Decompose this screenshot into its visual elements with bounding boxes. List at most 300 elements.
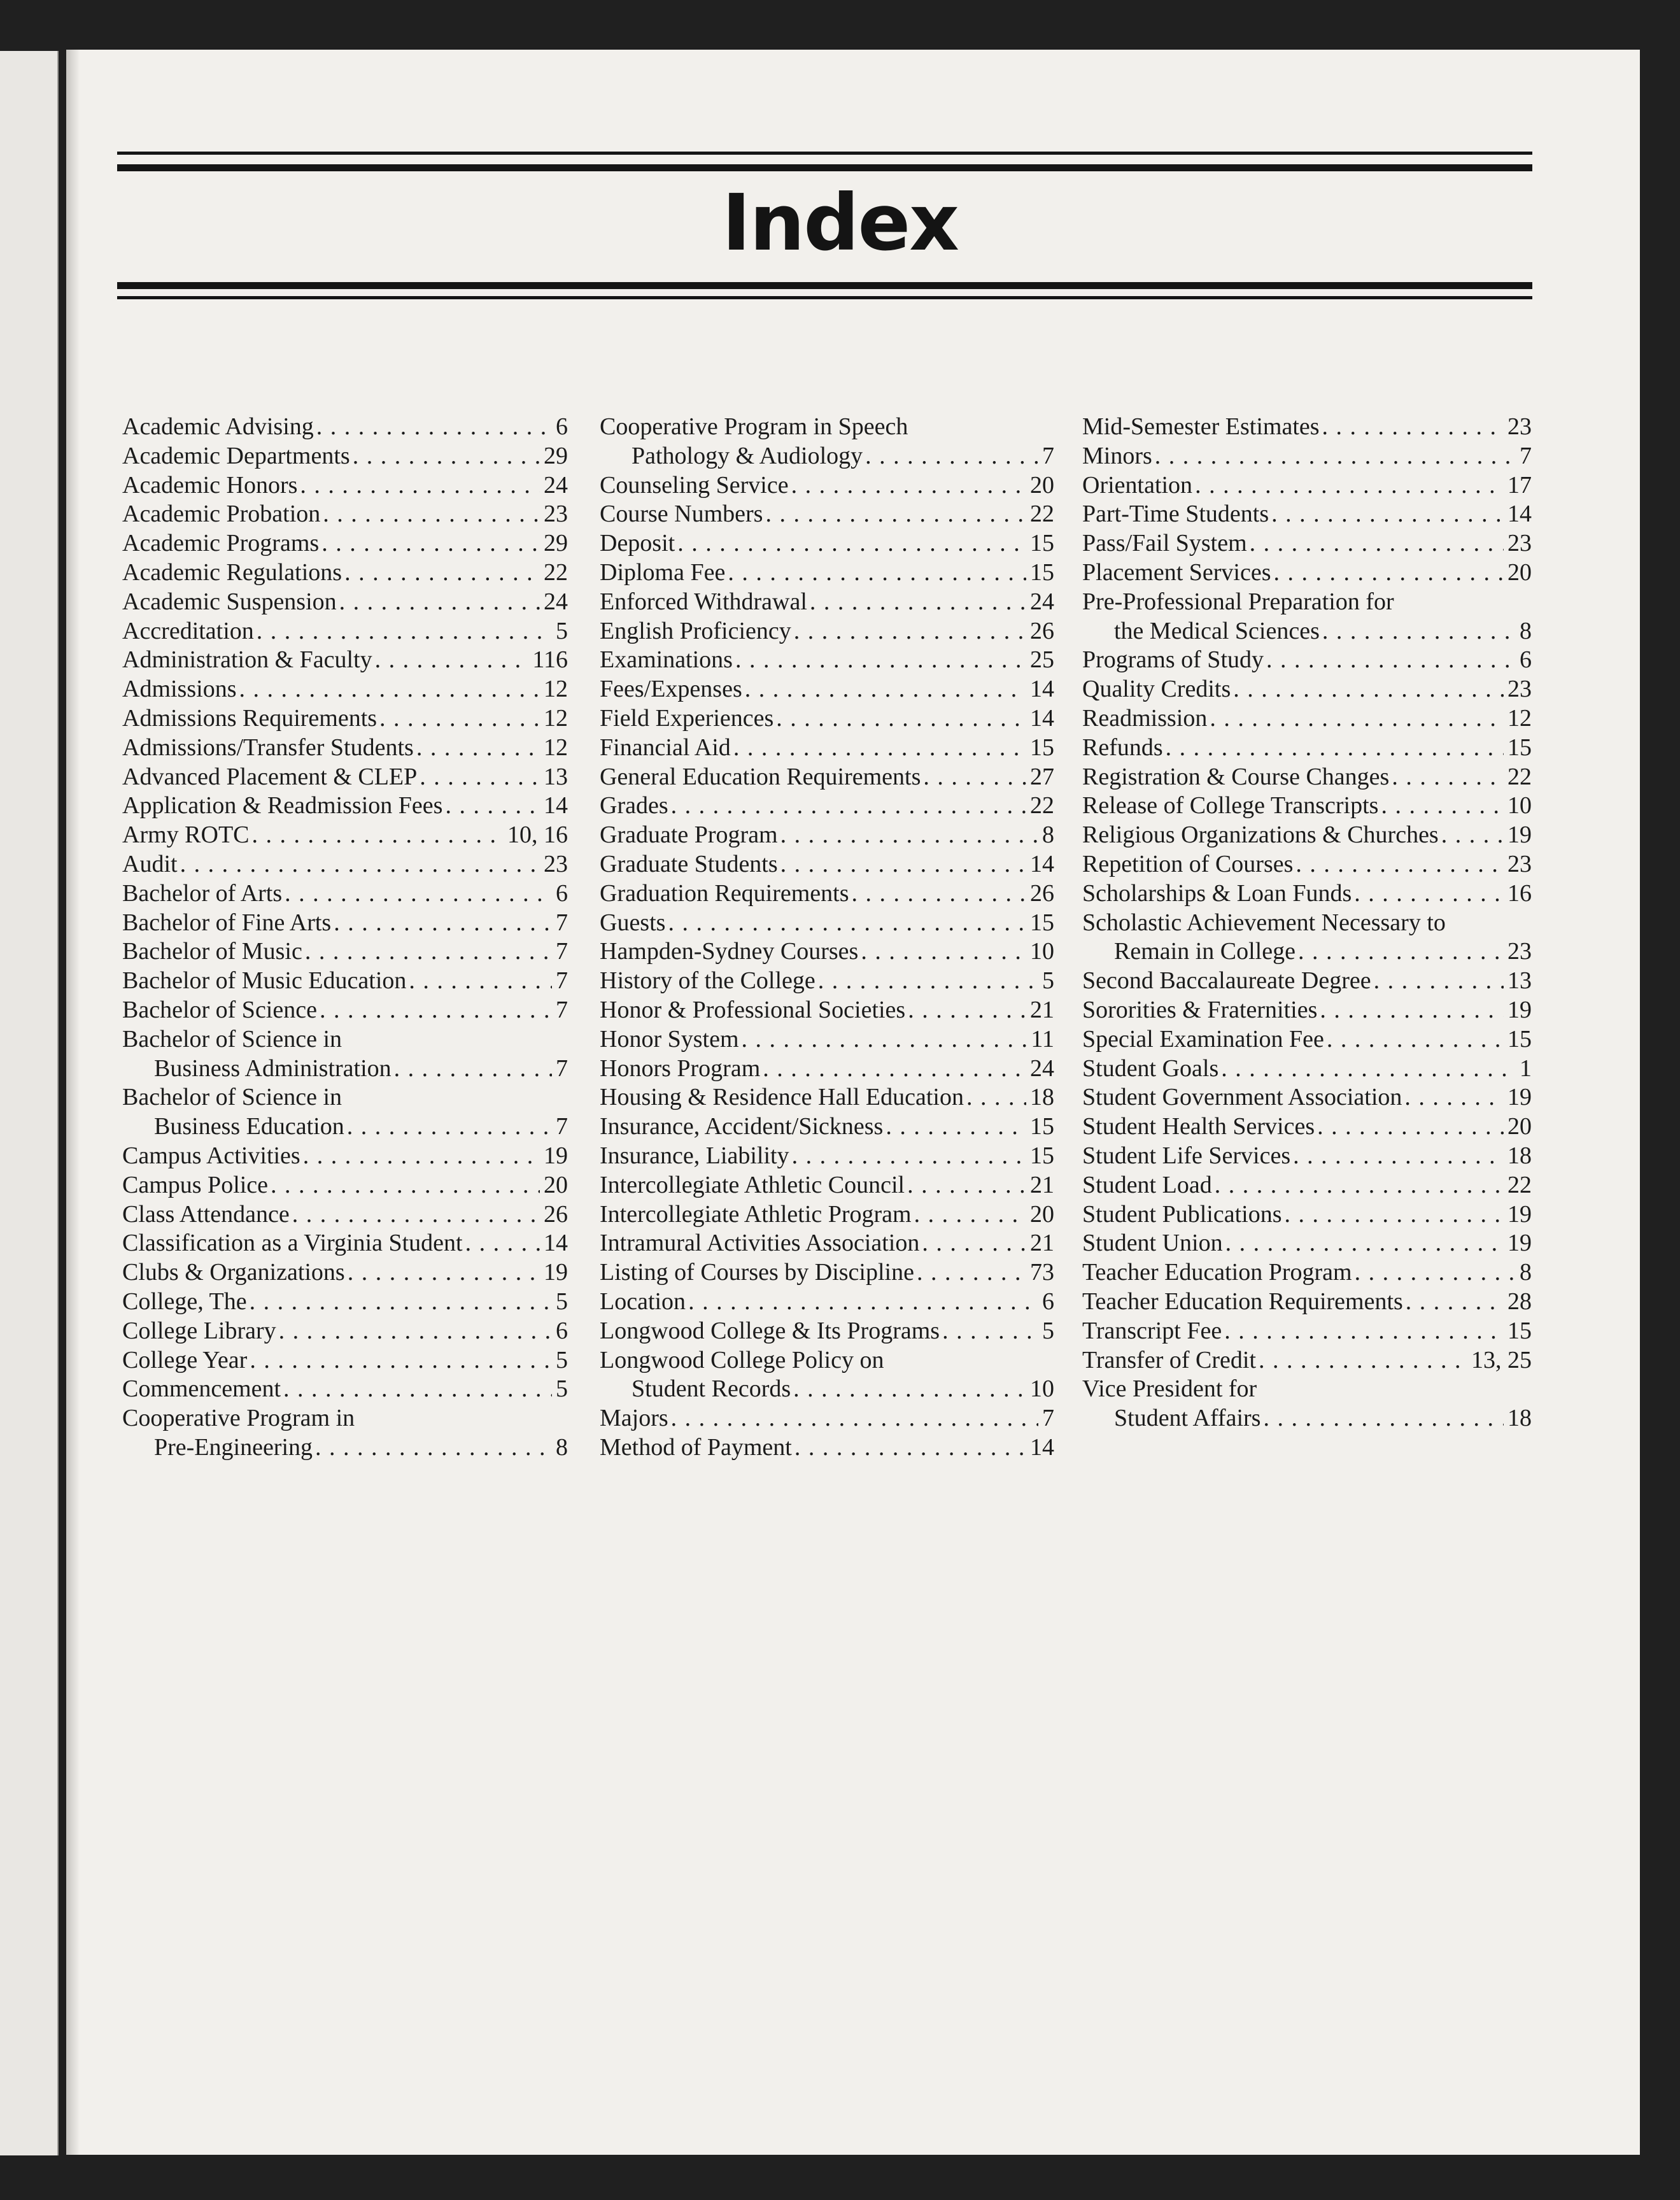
- index-term: Student Records: [632, 1375, 791, 1403]
- index-entry: [600, 791, 1054, 821]
- dot-leader: [344, 558, 540, 588]
- index-page-number: 15: [1507, 734, 1532, 761]
- index-page-number: 19: [1507, 1230, 1532, 1257]
- index-term: Graduate Program: [600, 821, 778, 849]
- index-page-number: 21: [1030, 1171, 1054, 1198]
- dot-leader: [1259, 1346, 1467, 1375]
- index-term: Field Experiences: [600, 704, 774, 732]
- dot-leader: [305, 937, 552, 967]
- index-term: Academic Suspension: [122, 588, 337, 615]
- index-page-number: 15: [1507, 1317, 1532, 1344]
- index-term: Bachelor of Music Education: [122, 967, 407, 995]
- index-term: Cooperative Program in Speech: [600, 413, 908, 440]
- index-page-number: 6: [556, 879, 568, 907]
- dot-leader: [1354, 879, 1504, 909]
- dot-leader: [1195, 471, 1504, 500]
- dot-leader: [292, 1200, 540, 1230]
- index-term: Registration & Course Changes: [1082, 763, 1390, 790]
- index-page-number: 10: [1030, 938, 1054, 965]
- index-entry: [600, 1112, 1054, 1142]
- index-entry: [600, 1433, 1054, 1463]
- index-term: Sororities & Fraternities: [1082, 996, 1318, 1023]
- index-term: College Year: [122, 1346, 248, 1373]
- dot-leader: [320, 996, 552, 1025]
- dot-leader: [316, 413, 552, 442]
- dot-leader: [1215, 1171, 1504, 1200]
- dot-leader: [445, 791, 540, 821]
- index-column-2: [600, 413, 1054, 1463]
- dot-leader: [1441, 821, 1504, 850]
- index-page-number: 20: [1507, 558, 1532, 586]
- index-term: Intramural Activities Association: [600, 1230, 920, 1257]
- dot-leader: [1225, 1229, 1504, 1258]
- index-entry: [1082, 1317, 1532, 1346]
- index-term: Cooperative Program in: [122, 1405, 355, 1432]
- index-entry: [122, 967, 568, 996]
- index-entry: [600, 588, 1054, 617]
- index-term: Second Baccalaureate Degree: [1082, 967, 1371, 995]
- index-page-number: 26: [1030, 617, 1054, 644]
- index-entry: [122, 588, 568, 617]
- index-entry: [1082, 471, 1532, 500]
- index-entry: [1082, 1200, 1532, 1230]
- dot-leader: [671, 1404, 1038, 1433]
- dot-leader: [917, 1258, 1026, 1288]
- index-term: Bachelor of Science: [122, 996, 317, 1023]
- dot-leader: [923, 763, 1026, 792]
- index-page-number: 23: [1507, 413, 1532, 440]
- index-entry: [1082, 704, 1532, 734]
- dot-leader: [379, 704, 540, 734]
- index-page-number: 14: [544, 1230, 568, 1257]
- index-term: the Medical Sciences: [1114, 617, 1320, 644]
- index-entry: [600, 763, 1054, 792]
- index-entry: [122, 734, 568, 763]
- dot-leader: [914, 1200, 1026, 1230]
- index-column-3: [1082, 413, 1532, 1433]
- dot-leader: [671, 791, 1026, 821]
- index-entry: [600, 646, 1054, 675]
- dot-leader: [1381, 791, 1504, 821]
- index-entry: [1082, 850, 1532, 879]
- index-page-number: 29: [544, 530, 568, 557]
- dot-leader: [1327, 1025, 1504, 1054]
- index-page-number: 8: [556, 1433, 568, 1461]
- index-term: Mid-Semester Estimates: [1082, 413, 1320, 440]
- index-term: Teacher Education Requirements: [1082, 1288, 1403, 1315]
- dot-leader: [791, 471, 1026, 500]
- index-term: Admissions: [122, 676, 237, 703]
- index-entry: [1082, 588, 1532, 617]
- index-page-number: 14: [1030, 1433, 1054, 1461]
- index-entry: [600, 529, 1054, 558]
- dot-leader: [763, 1054, 1026, 1084]
- index-term: Scholarships & Loan Funds: [1082, 879, 1352, 907]
- index-term: Listing of Courses by Discipline: [600, 1259, 914, 1286]
- dot-leader: [793, 1375, 1026, 1404]
- top-rule-thin: [117, 152, 1532, 155]
- index-page-number: 5: [556, 1375, 568, 1403]
- index-page-number: 23: [544, 850, 568, 877]
- index-entry: [122, 1142, 568, 1171]
- index-term: Housing & Residence Hall Education: [600, 1084, 964, 1111]
- dot-leader: [1298, 937, 1504, 967]
- index-entry: [600, 821, 1054, 850]
- index-entry: [122, 1433, 568, 1463]
- index-term: Transfer of Credit: [1082, 1346, 1256, 1373]
- index-page-number: 14: [1507, 500, 1532, 528]
- index-page-number: 18: [1507, 1405, 1532, 1432]
- index-entry: [1082, 1083, 1532, 1112]
- dot-leader: [283, 1375, 552, 1404]
- index-term: Hampden-Sydney Courses: [600, 938, 859, 965]
- index-page-number: 27: [1030, 763, 1054, 790]
- dot-leader: [792, 1142, 1026, 1171]
- index-term: Diploma Fee: [600, 558, 726, 586]
- index-column-1: [122, 413, 568, 1463]
- index-page-number: 25: [1030, 646, 1054, 674]
- dot-leader: [1221, 1054, 1516, 1084]
- bottom-rule-thick: [117, 282, 1532, 289]
- index-entry: [1082, 646, 1532, 675]
- index-term: Financial Aid: [600, 734, 731, 761]
- index-term: Academic Departments: [122, 442, 350, 469]
- index-term: Application & Readmission Fees: [122, 792, 443, 820]
- index-page-number: 1: [1520, 1054, 1532, 1082]
- index-page-number: 6: [556, 1317, 568, 1344]
- index-page-number: 15: [1030, 909, 1054, 936]
- index-entry: [600, 617, 1054, 646]
- dot-leader: [733, 734, 1026, 763]
- index-page-number: 22: [1030, 500, 1054, 528]
- index-term: Release of College Transcripts: [1082, 792, 1379, 820]
- index-entry: [122, 1025, 568, 1054]
- index-entry: [1082, 909, 1532, 938]
- bottom-rule-thin: [117, 296, 1532, 299]
- index-term: Religious Organizations & Churches: [1082, 821, 1439, 849]
- dot-leader: [765, 500, 1026, 529]
- index-entry: [1082, 1346, 1532, 1375]
- dot-leader: [922, 1229, 1026, 1258]
- dot-leader: [677, 529, 1026, 558]
- index-entry: [122, 1317, 568, 1346]
- index-entry: [122, 763, 568, 792]
- dot-leader: [776, 704, 1026, 734]
- index-page-number: 7: [1042, 442, 1054, 469]
- index-entry: [122, 500, 568, 529]
- previous-page-edge: [0, 51, 59, 2155]
- dot-leader: [1374, 967, 1504, 996]
- index-entry: [1082, 791, 1532, 821]
- index-entry: [1082, 500, 1532, 529]
- index-term: Advanced Placement & CLEP: [122, 763, 418, 790]
- dot-leader: [668, 909, 1026, 938]
- dot-leader: [1293, 1142, 1504, 1171]
- index-term: Transcript Fee: [1082, 1317, 1222, 1344]
- index-entry: [122, 646, 568, 675]
- index-entry: [122, 1404, 568, 1433]
- index-page-number: 24: [1030, 588, 1054, 615]
- index-page-number: 6: [556, 413, 568, 440]
- index-page-number: 14: [1030, 676, 1054, 703]
- index-entry: [600, 1200, 1054, 1230]
- index-term: Admissions Requirements: [122, 704, 378, 732]
- index-page-number: 14: [544, 792, 568, 820]
- index-term: Method of Payment: [600, 1433, 792, 1461]
- index-term: Honor & Professional Societies: [600, 996, 906, 1023]
- index-entry: [122, 1375, 568, 1404]
- index-entry: [600, 1054, 1054, 1084]
- index-page-number: 13: [544, 763, 568, 790]
- index-page-number: 7: [1042, 1405, 1054, 1432]
- dot-leader: [279, 1317, 552, 1346]
- dot-leader: [1285, 1200, 1504, 1230]
- index-page-number: 12: [544, 734, 568, 761]
- index-term: College Library: [122, 1317, 276, 1344]
- index-term: Quality Credits: [1082, 676, 1231, 703]
- dot-leader: [180, 850, 540, 879]
- index-entry: [1082, 1229, 1532, 1258]
- index-page-number: 23: [1507, 530, 1532, 557]
- dot-leader: [375, 646, 529, 675]
- index-term: Academic Advising: [122, 413, 314, 440]
- index-term: Intercollegiate Athletic Council: [600, 1171, 905, 1198]
- dot-leader: [1355, 1258, 1516, 1288]
- index-term: Course Numbers: [600, 500, 763, 528]
- index-entry: [600, 413, 1054, 442]
- index-term: Admissions/Transfer Students: [122, 734, 414, 761]
- index-page-number: 15: [1030, 1113, 1054, 1140]
- index-entry: [122, 675, 568, 704]
- index-page-number: 17: [1507, 471, 1532, 499]
- index-page-number: 7: [556, 1113, 568, 1140]
- index-term: Administration & Faculty: [122, 646, 372, 674]
- index-page-number: 26: [1030, 879, 1054, 907]
- index-term: Intercollegiate Athletic Program: [600, 1200, 912, 1228]
- index-page-number: 12: [1507, 704, 1532, 732]
- dot-leader: [1406, 1288, 1504, 1317]
- index-entry: [1082, 1258, 1532, 1288]
- index-entry: [1082, 442, 1532, 471]
- index-entry: [1082, 617, 1532, 646]
- index-page-number: 116: [532, 646, 568, 674]
- index-entry: [600, 850, 1054, 879]
- index-entry: [122, 442, 568, 471]
- dot-leader: [348, 1258, 540, 1288]
- index-page-number: 5: [556, 617, 568, 644]
- index-page-number: 19: [544, 1142, 568, 1169]
- index-term: Academic Honors: [122, 471, 298, 499]
- index-page-number: 16: [1507, 879, 1532, 907]
- index-term: Graduation Requirements: [600, 879, 849, 907]
- index-term: Student Union: [1082, 1230, 1223, 1257]
- index-term: Student Publications: [1082, 1200, 1282, 1228]
- index-page-number: 29: [544, 442, 568, 469]
- index-term: Pathology & Audiology: [632, 442, 863, 469]
- index-entry: [122, 1083, 568, 1112]
- index-page-number: 23: [1507, 938, 1532, 965]
- index-term: Enforced Withdrawal: [600, 588, 807, 615]
- index-page-number: 26: [544, 1200, 568, 1228]
- index-entry: [1082, 734, 1532, 763]
- dot-leader: [818, 967, 1038, 996]
- index-term: College, The: [122, 1288, 247, 1315]
- dot-leader: [409, 967, 552, 996]
- index-entry: [1082, 1288, 1532, 1317]
- dot-leader: [861, 937, 1026, 967]
- index-term: Bachelor of Music: [122, 938, 302, 965]
- dot-leader: [780, 821, 1038, 850]
- index-page-number: 5: [1042, 1317, 1054, 1344]
- index-term: General Education Requirements: [600, 763, 921, 790]
- index-term: Commencement: [122, 1375, 281, 1403]
- dot-leader: [1250, 529, 1504, 558]
- index-term: Vice President for: [1082, 1375, 1257, 1403]
- index-entry: [600, 937, 1054, 967]
- index-page-number: 7: [556, 909, 568, 936]
- dot-leader: [271, 1171, 540, 1200]
- index-term: Clubs & Organizations: [122, 1259, 345, 1286]
- index-page-number: 8: [1520, 1259, 1532, 1286]
- index-entry: [122, 529, 568, 558]
- index-term: Student Goals: [1082, 1054, 1219, 1082]
- index-term: Deposit: [600, 530, 675, 557]
- index-entry: [122, 850, 568, 879]
- index-page-number: 28: [1507, 1288, 1532, 1315]
- top-rule-thick: [117, 164, 1532, 171]
- index-page-number: 6: [1042, 1288, 1054, 1315]
- index-entry: [122, 704, 568, 734]
- index-entry: [600, 1317, 1054, 1346]
- dot-leader: [865, 442, 1038, 471]
- index-term: Bachelor of Science in: [122, 1084, 342, 1111]
- dot-leader: [347, 1112, 552, 1142]
- index-page-number: 13, 25: [1471, 1346, 1532, 1373]
- index-page-number: 23: [1507, 850, 1532, 877]
- index-term: Pre-Engineering: [154, 1433, 313, 1461]
- index-page-number: 22: [1507, 1171, 1532, 1198]
- index-entry: [600, 1258, 1054, 1288]
- dot-leader: [416, 734, 540, 763]
- dot-leader: [321, 529, 540, 558]
- dot-leader: [742, 1025, 1027, 1054]
- index-page-number: 14: [1030, 850, 1054, 877]
- index-entry: [1082, 763, 1532, 792]
- index-page-number: 15: [1030, 1142, 1054, 1169]
- index-page-number: 24: [1030, 1054, 1054, 1082]
- dot-leader: [942, 1317, 1038, 1346]
- index-page-number: 14: [1030, 704, 1054, 732]
- index-entry: [600, 442, 1054, 471]
- index-entry: [1082, 413, 1532, 442]
- index-term: Readmission: [1082, 704, 1208, 732]
- index-term: History of the College: [600, 967, 815, 995]
- dot-leader: [966, 1083, 1026, 1112]
- index-entry: [600, 675, 1054, 704]
- index-page-number: 24: [544, 471, 568, 499]
- index-term: Part-Time Students: [1082, 500, 1269, 528]
- dot-leader: [257, 617, 552, 646]
- dot-leader: [1320, 996, 1504, 1025]
- index-entry: [600, 879, 1054, 909]
- dot-leader: [353, 442, 540, 471]
- index-entry: [600, 1229, 1054, 1258]
- dot-leader: [728, 558, 1026, 588]
- index-page-number: 19: [1507, 1200, 1532, 1228]
- dot-leader: [1322, 413, 1504, 442]
- index-term: Honors Program: [600, 1054, 761, 1082]
- dot-leader: [735, 646, 1026, 675]
- index-page-number: 13: [1507, 967, 1532, 995]
- dot-leader: [250, 1346, 552, 1375]
- index-term: Remain in College: [1114, 938, 1295, 965]
- dot-leader: [315, 1433, 552, 1463]
- index-entry: [600, 1375, 1054, 1404]
- index-page-number: 8: [1520, 617, 1532, 644]
- dot-leader: [810, 588, 1026, 617]
- index-page-number: 10: [1030, 1375, 1054, 1403]
- index-term: Location: [600, 1288, 686, 1315]
- index-page-number: 7: [556, 967, 568, 995]
- dot-leader: [465, 1229, 540, 1258]
- dot-leader: [745, 675, 1026, 704]
- index-entry: [122, 558, 568, 588]
- dot-leader: [1392, 763, 1504, 792]
- index-term: Programs of Study: [1082, 646, 1264, 674]
- dot-leader: [394, 1054, 552, 1084]
- index-term: Scholastic Achievement Necessary to: [1082, 909, 1446, 936]
- index-page-number: 7: [556, 1054, 568, 1082]
- index-term: Campus Police: [122, 1171, 269, 1198]
- index-term: Pass/Fail System: [1082, 530, 1247, 557]
- index-term: Student Health Services: [1082, 1113, 1315, 1140]
- index-entry: [600, 996, 1054, 1025]
- index-page-number: 20: [1030, 1200, 1054, 1228]
- index-term: Student Load: [1082, 1171, 1212, 1198]
- index-page-number: 15: [1507, 1025, 1532, 1053]
- index-term: Business Education: [154, 1113, 344, 1140]
- index-page-number: 12: [544, 704, 568, 732]
- dot-leader: [886, 1112, 1026, 1142]
- dot-leader: [908, 996, 1026, 1025]
- index-entry: [122, 791, 568, 821]
- dot-leader: [780, 850, 1026, 879]
- dot-leader: [1263, 1404, 1504, 1433]
- dot-leader: [1295, 850, 1504, 879]
- index-entry: [1082, 558, 1532, 588]
- dot-leader: [334, 909, 552, 938]
- index-entry: [600, 967, 1054, 996]
- index-page-number: 19: [1507, 821, 1532, 849]
- index-term: English Proficiency: [600, 617, 791, 644]
- index-entry: [1082, 1112, 1532, 1142]
- index-page-number: 24: [544, 588, 568, 615]
- index-page-number: 5: [556, 1346, 568, 1373]
- index-term: Army ROTC: [122, 821, 250, 849]
- dot-leader: [1166, 734, 1504, 763]
- index-entry: [122, 1288, 568, 1317]
- index-entry: [122, 1200, 568, 1230]
- index-entry: [1082, 1142, 1532, 1171]
- index-page-number: 22: [1030, 792, 1054, 820]
- index-entry: [122, 1112, 568, 1142]
- index-term: Pre-Professional Preparation for: [1082, 588, 1394, 615]
- index-entry: [122, 1171, 568, 1200]
- index-entry: [1082, 1375, 1532, 1404]
- index-entry: [600, 1346, 1054, 1375]
- index-page-number: 19: [544, 1259, 568, 1286]
- index-entry: [600, 1171, 1054, 1200]
